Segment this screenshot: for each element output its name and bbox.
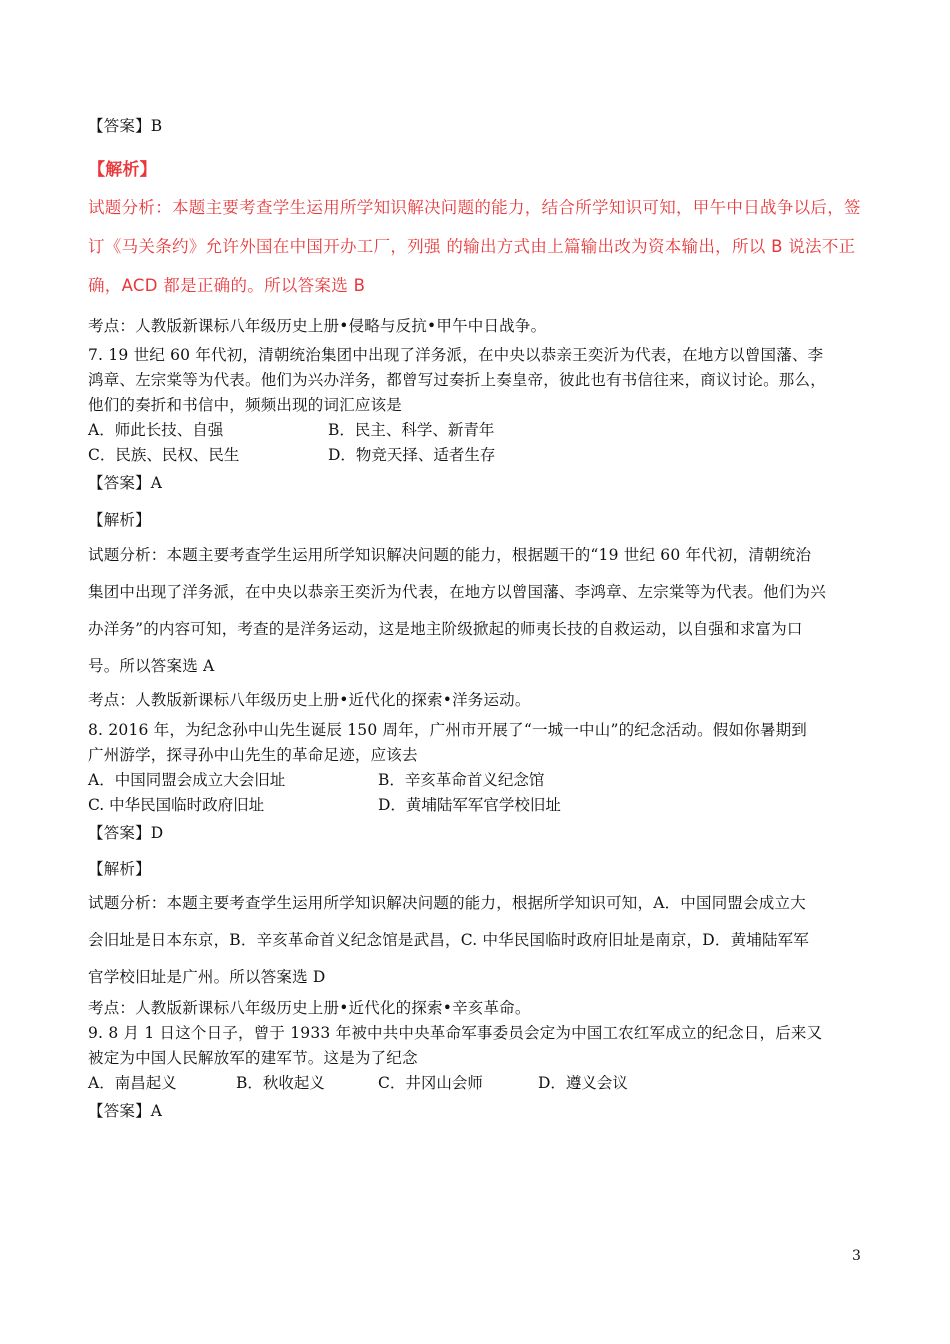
analysis-heading: 【解析】: [88, 860, 151, 878]
analysis-heading: 【解析】: [88, 160, 157, 180]
option-b: B．辛亥革命首义纪念馆: [378, 771, 545, 789]
question-stem-line: 他们的奏折和书信中，频频出现的词汇应该是: [88, 396, 403, 414]
question-stem-line: 9. 8 月 1 日这个日子，曾于 1933 年被中共中央革命军事委员会定为中国工农红军成立的纪念日，后来又: [88, 1024, 823, 1042]
analysis-text-line: 集团中出现了洋务派，在中央以恭亲王奕沂为代表，在地方以曾国藩、李鸿章、左宗棠等为代表。他们为兴: [88, 583, 826, 601]
analysis-text-line: 试题分析：本题主要考查学生运用所学知识解决问题的能力，根据题干的“19 世纪 60 年代初，清朝统治: [88, 546, 812, 564]
analysis-text-line: 官学校旧址是广州。所以答案选 D: [88, 968, 326, 986]
option-c: C. 中华民国临时政府旧址: [88, 796, 265, 814]
option-c: C．井冈山会师: [378, 1074, 483, 1092]
analysis-text-line: 试题分析：本题主要考查学生运用所学知识解决问题的能力，结合所学知识可知，甲午中日战争以后，签: [88, 198, 861, 217]
question-stem-line: 广州游学，探寻孙中山先生的革命足迹，应该去: [88, 746, 418, 764]
question-stem-line: 8. 2016 年，为纪念孙中山先生诞辰 150 周年，广州市开展了“一城一中山”的纪念活动。假如你暑期到: [88, 721, 807, 739]
option-d: D．黄埔陆军军官学校旧址: [378, 796, 561, 814]
option-a: A．南昌起义: [88, 1074, 177, 1092]
kaodian-line: 考点：人教版新课标八年级历史上册•侵略与反抗•甲午中日战争。: [88, 317, 547, 335]
question-stem-line: 被定为中国人民解放军的建军节。这是为了纪念: [88, 1049, 418, 1067]
answer-label: 【答案】A: [88, 1102, 163, 1120]
option-b: B．秋收起义: [236, 1074, 325, 1092]
kaodian-line: 考点：人教版新课标八年级历史上册•近代化的探索•洋务运动。: [88, 691, 531, 709]
kaodian-line: 考点：人教版新课标八年级历史上册•近代化的探索•辛亥革命。: [88, 999, 531, 1017]
analysis-text-line: 试题分析：本题主要考查学生运用所学知识解决问题的能力，根据所学知识可知，A．中国同盟会成立大: [88, 894, 806, 912]
question-stem-line: 7. 19 世纪 60 年代初，清朝统治集团中出现了洋务派，在中央以恭亲王奕沂为代表，在地方以曾国藩、李: [88, 346, 824, 364]
answer-label: 【答案】D: [88, 824, 164, 842]
analysis-text-line: 会旧址是日本东京，B．辛亥革命首义纪念馆是武昌，C. 中华民国临时政府旧址是南京，D．黄埔陆军军: [88, 931, 810, 949]
analysis-text-line: 号。所以答案选 A: [88, 657, 215, 675]
question-stem-line: 鸿章、左宗棠等为代表。他们为兴办洋务，都曾写过奏折上奏皇帝，彼此也有书信往来，商议讨论。那么，: [88, 371, 826, 389]
option-b: B．民主、科学、新青年: [328, 421, 495, 439]
option-a: A．师此长技、自强: [88, 421, 224, 439]
page-number: 3: [852, 1248, 861, 1264]
analysis-text-line: 办洋务”的内容可知，考查的是洋务运动，这是地主阶级掀起的师夷长技的自救运动，以自强和求富为口: [88, 620, 803, 638]
answer-label: 【答案】B: [88, 117, 163, 135]
option-d: D．物竞天择、适者生存: [328, 446, 496, 464]
option-a: A．中国同盟会成立大会旧址: [88, 771, 286, 789]
analysis-text-line: 订《马关条约》允许外国在中国开办工厂，列强 的输出方式由上篇输出改为资本输出，所以 B 说法不正: [88, 237, 856, 256]
option-c: C．民族、民权、民生: [88, 446, 240, 464]
analysis-heading: 【解析】: [88, 511, 151, 529]
analysis-text-line: 确，ACD 都是正确的。所以答案选 B: [88, 276, 366, 295]
answer-label: 【答案】A: [88, 474, 163, 492]
option-d: D．遵义会议: [538, 1074, 628, 1092]
